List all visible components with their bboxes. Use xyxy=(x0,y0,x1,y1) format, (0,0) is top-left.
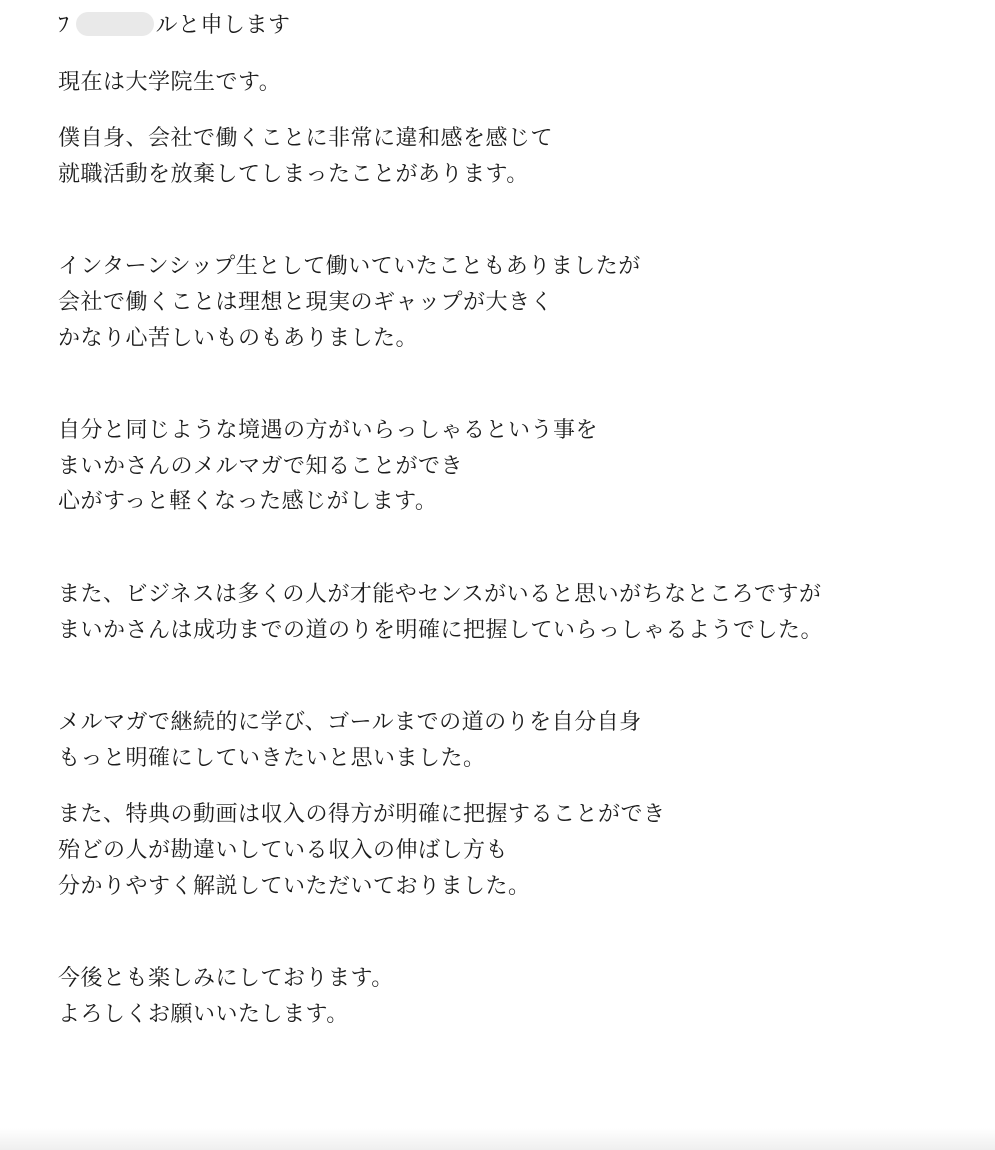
paragraph-line: まいかさんのメルマガで知ることができ xyxy=(58,453,464,479)
paragraph-line: 心がすっと軽くなった感じがします。 xyxy=(58,489,438,515)
redacted-name xyxy=(76,12,154,36)
paragraph-line: インターンシップ生として働いていたこともありましたが xyxy=(58,254,641,280)
paragraph-line: かなり心苦しいものもありました。 xyxy=(58,325,419,351)
paragraph-line: 今後とも楽しみにしております。 xyxy=(58,966,394,992)
paragraph-line: 就職活動を放棄してしまったことがあります。 xyxy=(58,161,529,187)
paragraph-line: まいかさんは成功までの道のりを明確に把握していらっしゃるようでした。 xyxy=(58,617,824,643)
paragraph-line: もっと明確にしていきたいと思いました。 xyxy=(58,745,486,771)
paragraph-line: 自分と同じような境遇の方がいらっしゃるという事を xyxy=(58,418,599,444)
greeting-prefix: ﾌ xyxy=(58,13,70,38)
paragraph-line: 殆どの人が勘違いしている収入の伸ばし方も xyxy=(58,837,509,863)
paragraph-line: 会社で働くことは理想と現実のギャップが大きく xyxy=(58,289,554,315)
greeting-line xyxy=(58,8,988,44)
paragraph-line: また、特典の動画は収入の得方が明確に把握することができ xyxy=(58,802,666,828)
greeting-suffix: ルと申します xyxy=(155,13,291,38)
paragraph-line: メルマガで継続的に学び、ゴールまでの道のりを自分自身 xyxy=(58,710,642,736)
paragraph-line: よろしくお願いいたします。 xyxy=(58,1001,349,1027)
paragraph-line: また、ビジネスは多くの人が才能やセンスがいると思いがちなところですが xyxy=(58,581,822,607)
paragraph-line: 僕自身、会社で働くことに非常に違和感を感じて xyxy=(58,126,554,152)
paragraph-line: 現在は大学院生です。 xyxy=(58,69,282,95)
bottom-shadow xyxy=(0,1128,995,1150)
paragraph-line: 分かりやすく解説していただいておりました。 xyxy=(58,873,531,899)
message-text xyxy=(58,8,988,1032)
